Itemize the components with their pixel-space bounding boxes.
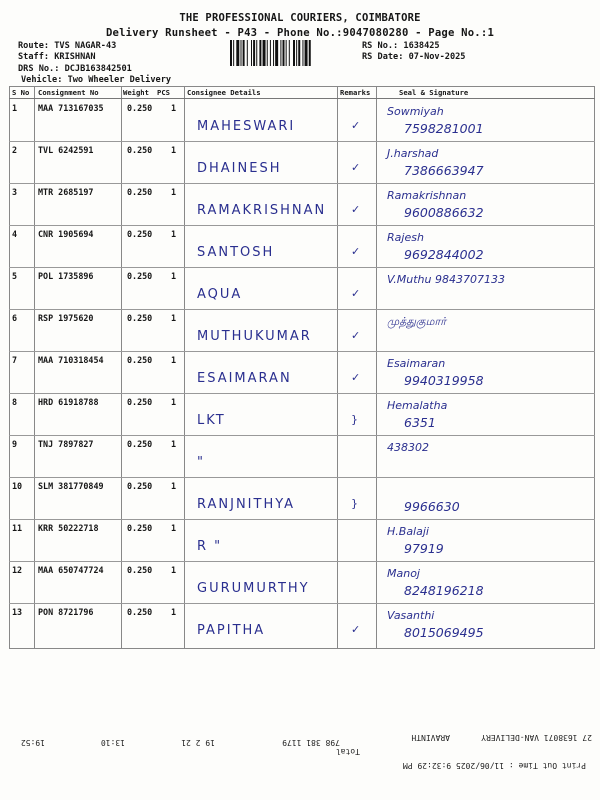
staff-name: ARAVINTH	[411, 733, 450, 742]
barcode-bar	[256, 40, 257, 66]
barcode-bar	[270, 40, 271, 66]
row-remark: ✓	[351, 161, 361, 174]
row-pcs: 1	[171, 355, 177, 365]
row-sno: 4	[12, 229, 18, 239]
row-remark: ✓	[351, 329, 361, 342]
row-consignment-no: SLM 381770849	[38, 481, 104, 491]
row-consignment-no: KRR 50222718	[38, 523, 99, 533]
row-phone: 7386663947	[404, 163, 484, 178]
row-weight: 0.250	[127, 565, 153, 575]
barcode-bar	[243, 40, 245, 66]
barcode-bar	[280, 40, 281, 66]
barcode-bar	[233, 40, 234, 66]
total-label: Total	[335, 747, 360, 756]
row-pcs: 1	[171, 439, 177, 449]
row-sno: 10	[12, 481, 23, 491]
row-signature: H.Balaji	[387, 525, 429, 538]
row-weight: 0.250	[127, 397, 153, 407]
total-values: 798 381 1179	[282, 738, 340, 747]
row-remark: ✓	[351, 245, 361, 258]
row-sno: 9	[12, 439, 18, 449]
row-remark: ✓	[351, 287, 361, 300]
row-consignee: LKT	[197, 413, 226, 428]
row-consignment-no: TNJ 7897827	[38, 439, 94, 449]
barcode-bar	[267, 40, 268, 66]
table-row	[9, 603, 595, 645]
barcode-bar	[275, 40, 278, 66]
table-row	[9, 351, 595, 393]
row-pcs: 1	[171, 103, 177, 113]
printout-footer	[0, 730, 600, 800]
row-signature: V.Muthu 9843707133	[387, 273, 505, 286]
row-remark: }	[351, 413, 358, 426]
barcode-bar	[241, 40, 242, 66]
rs-number: RS No.: 1638425	[362, 41, 440, 51]
row-signature: Manoj	[387, 567, 420, 580]
row-phone: 8015069495	[404, 625, 484, 640]
row-sno: 1	[12, 103, 18, 113]
row-signature: Esaimaran	[387, 357, 446, 370]
col-consignee: Consignee Details	[187, 88, 261, 97]
col-remarks: Remarks	[340, 88, 371, 97]
row-remark: ✓	[351, 203, 361, 216]
row-remark: ✓	[351, 623, 361, 636]
table-row	[9, 99, 595, 141]
row-phone: 9940319958	[404, 373, 484, 388]
row-sno: 13	[12, 607, 23, 617]
table-row	[9, 141, 595, 183]
row-sno: 7	[12, 355, 18, 365]
row-consignee: SANTOSH	[197, 245, 275, 260]
row-consignment-no: PON 8721796	[38, 607, 94, 617]
row-sno: 12	[12, 565, 23, 575]
row-signature: Rajesh	[387, 231, 424, 244]
barcode-bar	[305, 40, 308, 66]
row-signature: Hemalatha	[387, 399, 448, 412]
row-phone: 9600886632	[404, 205, 484, 220]
row-consignment-no: HRD 61918788	[38, 397, 99, 407]
row-phone: 7598281001	[404, 121, 484, 136]
table-row	[9, 309, 595, 351]
row-weight: 0.250	[127, 313, 153, 323]
row-remark: ✓	[351, 371, 361, 384]
row-consignee: RAMAKRISHNAN	[197, 203, 327, 218]
col-consignment: Consignment No	[38, 88, 99, 97]
van-delivery: 27 1638071 VAN-DELIVERY	[481, 733, 592, 742]
barcode-bar	[302, 40, 303, 66]
row-pcs: 1	[171, 229, 177, 239]
row-consignee: "	[197, 455, 205, 470]
col-sno: S No	[12, 88, 30, 97]
row-sno: 2	[12, 145, 18, 155]
row-consignee: DHAINESH	[197, 161, 282, 176]
runsheet-table	[9, 86, 595, 649]
row-pcs: 1	[171, 607, 177, 617]
row-signature: 438302	[387, 441, 429, 454]
row-consignment-no: MTR 2685197	[38, 187, 94, 197]
barcode-bar	[253, 40, 255, 66]
row-sno: 5	[12, 271, 18, 281]
row-consignee: MAHESWARI	[197, 119, 296, 134]
table-row	[9, 267, 595, 309]
row-consignee: AQUA	[197, 287, 243, 302]
row-consignment-no: CNR 1905694	[38, 229, 94, 239]
barcode-bar	[247, 40, 248, 66]
barcode-bar	[296, 40, 297, 66]
row-pcs: 1	[171, 397, 177, 407]
barcode-bar	[298, 40, 300, 66]
table-row	[9, 435, 595, 477]
row-weight: 0.250	[127, 439, 153, 449]
row-pcs: 1	[171, 565, 177, 575]
vehicle-label: Vehicle: Two Wheeler Delivery	[21, 75, 172, 85]
row-consignment-no: RSP 1975620	[38, 313, 94, 323]
row-consignment-no: POL 1735896	[38, 271, 94, 281]
col-pcs: PCS	[157, 88, 170, 97]
barcode-bar	[263, 40, 266, 66]
barcode-bar	[230, 40, 232, 66]
row-weight: 0.250	[127, 607, 153, 617]
barcode-bar	[286, 40, 287, 66]
row-consignee: RANJNITHYA	[197, 497, 296, 512]
rs-date: RS Date: 07-Nov-2025	[362, 52, 466, 62]
row-pcs: 1	[171, 481, 177, 491]
table-row	[9, 561, 595, 603]
row-sno: 3	[12, 187, 18, 197]
row-weight: 0.250	[127, 523, 153, 533]
row-pcs: 1	[171, 313, 177, 323]
row-consignment-no: MAA 713167035	[38, 103, 104, 113]
row-pcs: 1	[171, 145, 177, 155]
row-phone: 97919	[404, 541, 444, 556]
barcode-bar	[309, 40, 311, 66]
row-weight: 0.250	[127, 145, 153, 155]
row-phone: 9692844002	[404, 247, 484, 262]
route-label: Route: TVS NAGAR-43	[18, 41, 117, 51]
col-weight: Weight	[123, 88, 149, 97]
row-pcs: 1	[171, 523, 177, 533]
row-signature: Vasanthi	[387, 609, 435, 622]
row-phone: 6351	[404, 415, 436, 430]
col-signature: Seal & Signature	[399, 88, 469, 97]
row-weight: 0.250	[127, 355, 153, 365]
print-time: Print Out Time : 11/06/2025 9:32:29 PM	[402, 761, 586, 770]
barcode-bar	[293, 40, 295, 66]
row-pcs: 1	[171, 271, 177, 281]
barcode-bar	[236, 40, 239, 66]
row-remark: }	[351, 497, 358, 510]
row-consignee: ESAIMARAN	[197, 371, 292, 386]
barcode-bar	[289, 40, 290, 66]
row-consignment-no: TVL 6242591	[38, 145, 94, 155]
runsheet-subtitle: Delivery Runsheet - P43 - Phone No.:9047080280 - Page No.:1	[105, 27, 495, 39]
row-weight: 0.250	[127, 103, 153, 113]
barcode-bar	[251, 40, 252, 66]
row-phone: 9966630	[404, 499, 460, 514]
row-consignment-no: MAA 710318454	[38, 355, 104, 365]
row-weight: 0.250	[127, 187, 153, 197]
row-consignee: MUTHUKUMAR	[197, 329, 312, 344]
row-pcs: 1	[171, 187, 177, 197]
row-sno: 8	[12, 397, 18, 407]
row-consignment-no: MAA 650747724	[38, 565, 104, 575]
row-weight: 0.250	[127, 229, 153, 239]
row-weight: 0.250	[127, 271, 153, 281]
barcode	[230, 40, 358, 66]
row-consignee: R "	[197, 539, 223, 554]
footer-time-2: 19:52	[20, 738, 45, 747]
barcode-bar	[259, 40, 261, 66]
row-signature: Sowmiyah	[387, 105, 444, 118]
barcode-bar	[283, 40, 285, 66]
table-row	[9, 519, 595, 561]
row-sno: 11	[12, 523, 23, 533]
table-row	[9, 225, 595, 267]
table-row	[9, 477, 595, 519]
footer-time-1: 13:10	[100, 738, 125, 747]
row-weight: 0.250	[127, 481, 153, 491]
row-consignee: GURUMURTHY	[197, 581, 310, 596]
footer-counts: 19 2 21	[181, 738, 215, 747]
table-row	[9, 393, 595, 435]
staff-label: Staff: KRISHNAN	[18, 52, 96, 62]
row-sno: 6	[12, 313, 18, 323]
barcode-bar	[273, 40, 274, 66]
row-signature: Ramakrishnan	[387, 189, 467, 202]
row-consignee: PAPITHA	[197, 623, 266, 638]
company-title: THE PROFESSIONAL COURIERS, COIMBATORE	[179, 12, 421, 24]
table-row	[9, 183, 595, 225]
row-remark: ✓	[351, 119, 361, 132]
row-signature: J.harshad	[387, 147, 439, 160]
row-phone: 8248196218	[404, 583, 484, 598]
row-signature: முத்துகுமார்	[387, 315, 446, 328]
drs-label: DRS No.: DCJB163842501	[18, 64, 132, 74]
